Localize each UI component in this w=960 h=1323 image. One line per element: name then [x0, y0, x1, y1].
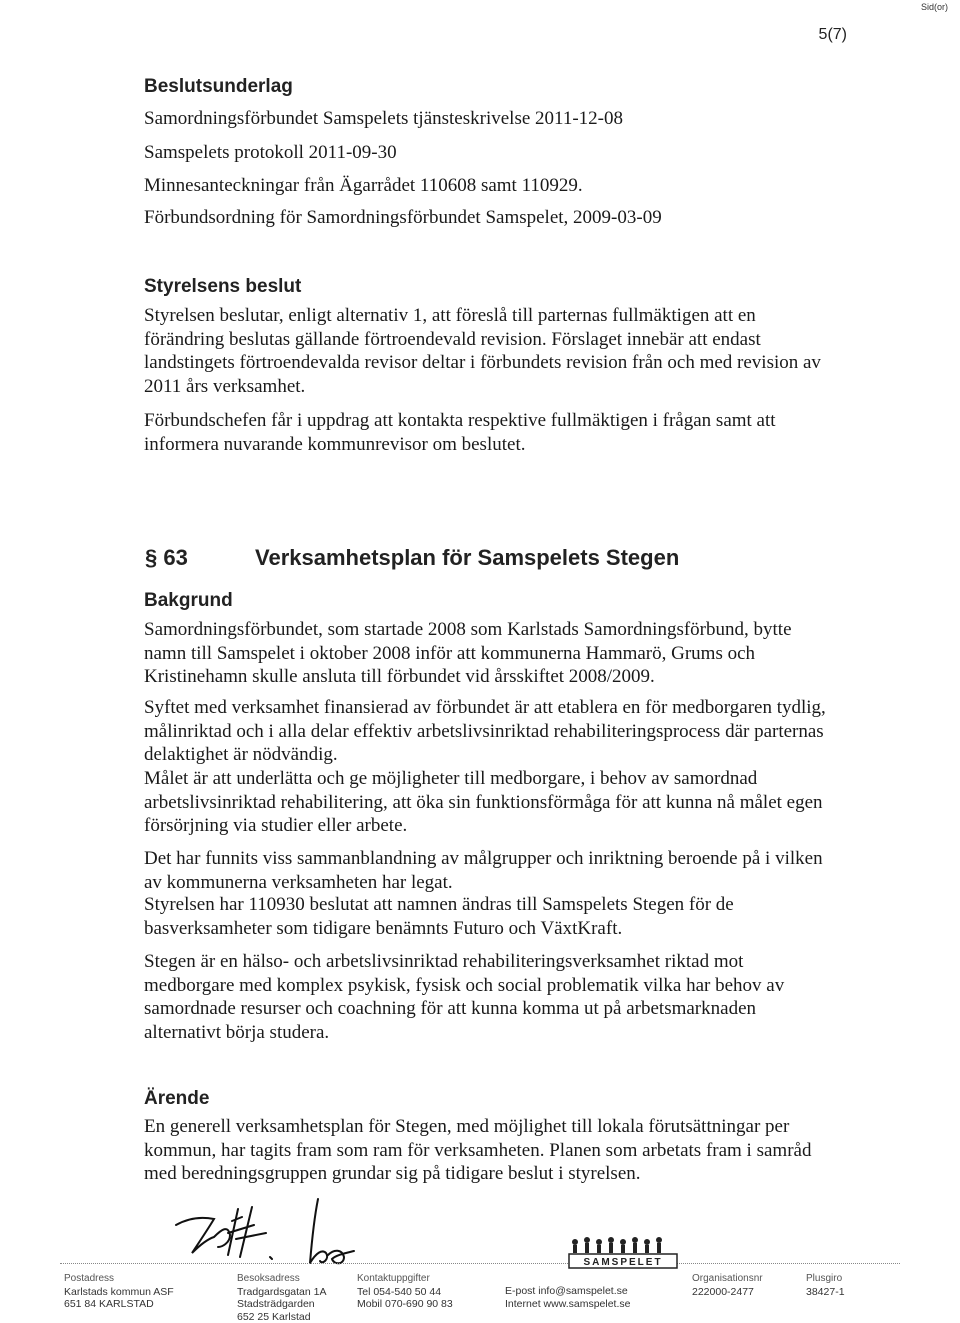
postadress-line: 651 84 KARLSTAD	[64, 1298, 174, 1311]
footer-email[interactable]: E-post info@samspelet.se	[505, 1285, 630, 1298]
beslutsunderlag-heading: Beslutsunderlag	[144, 76, 293, 98]
page-number: 5(7)	[819, 26, 847, 44]
beslutsunderlag-line: Minnesanteckningar från Ägarrådet 110608 samt 110929.	[144, 174, 583, 198]
bakgrund-paragraph: Samordningsförbundet, som startade 2008 som Karlstads Samordningsförbund, bytte namn till Samspelet i oktober 2008 inför att kommunerna Hammarö, Grums och Kristinehamn skulle ansluta till förbundet vid årsskiftet 2008/2009.	[144, 618, 834, 689]
bakgrund-paragraph: Styrelsen har 110930 beslutat att namnen ändras till Samspelets Stegen för de basverksamheter som tidigare benämnts Futuro och VäxtKraft.	[144, 893, 834, 940]
beslutsunderlag-line: Förbundsordning för Samordningsförbundet Samspelet, 2009-03-09	[144, 206, 662, 230]
postadress-line: Karlstads kommun ASF	[64, 1286, 174, 1299]
postadress-label: Postadress	[64, 1273, 174, 1286]
besoksadress-line: 652 25 Karlstad	[237, 1311, 327, 1323]
kontakt-label: Kontaktuppgifter	[357, 1273, 453, 1286]
arende-paragraph: En generell verksamhetsplan för Stegen, med möjlighet till lokala förutsättningar per kommun, har tagits fram som ram för verksamheten. Planen som arbetats fram i samråd med beredningsgruppen grundar sig på tidigare beslut i styrelsen.	[144, 1115, 834, 1186]
footer-kontakt	[357, 1273, 453, 1311]
footer-divider	[60, 1263, 900, 1264]
logo-text: SAMSPELET	[583, 1257, 662, 1268]
section-title: Verksamhetsplan för Samspelets Stegen	[255, 545, 679, 571]
footer-website[interactable]: Internet www.samspelet.se	[505, 1298, 630, 1311]
arende-heading: Ärende	[144, 1088, 209, 1110]
plusgiro-value: 38427-1	[806, 1286, 845, 1299]
footer-besoksadress	[237, 1273, 327, 1323]
kontakt-line: Tel 054-540 50 44	[357, 1286, 453, 1299]
handwritten-signature	[170, 1195, 370, 1270]
footer-org	[692, 1273, 763, 1298]
page-corner-label: Sid(or)	[921, 2, 948, 12]
styrelsens-beslut-paragraph: Förbundschefen får i uppdrag att kontakta respektive fullmäktigen i frågan samt att informera nuvarande kommunrevisor om beslutet.	[144, 409, 834, 456]
beslutsunderlag-line: Samspelets protokoll 2011-09-30	[144, 141, 397, 165]
bakgrund-paragraph: Syftet med verksamhet finansierad av förbundet är att etablera en för medborgaren tydlig, målinriktad och i alla delar effektiv arbetslivsinriktad rehabiliteringsprocess där parternas delaktighet är nödvändig.	[144, 696, 834, 767]
beslutsunderlag-line: Samordningsförbundet Samspelets tjänsteskrivelse 2011-12-08	[144, 107, 623, 131]
besoksadress-label: Besoksadress	[237, 1273, 327, 1286]
bakgrund-paragraph: Det har funnits viss sammanblandning av målgrupper och inriktning beroende på i vilken av kommunerna verksamheten har legat.	[144, 847, 834, 894]
kontakt-line: Mobil 070-690 90 83	[357, 1298, 453, 1311]
footer-online	[505, 1285, 630, 1310]
org-value: 222000-2477	[692, 1286, 763, 1299]
styrelsens-beslut-heading: Styrelsens beslut	[144, 276, 301, 298]
org-label: Organisationsnr	[692, 1273, 763, 1286]
plusgiro-label: Plusgiro	[806, 1273, 845, 1286]
besoksadress-line: Stadsträdgarden	[237, 1298, 327, 1311]
bakgrund-heading: Bakgrund	[144, 590, 233, 612]
styrelsens-beslut-paragraph: Styrelsen beslutar, enligt alternativ 1, att föreslå till parternas fullmäktigen att en förändring beslutas gällande förtroendevald revision. Förslaget innebär att endast landstingets förtroendevalda revisor deltar i förbundets revision från och med revision av 2011 års verksamhet.	[144, 304, 834, 398]
bakgrund-paragraph: Stegen är en hälso- och arbetslivsinriktad rehabiliteringsverksamhet riktad mot medborgare med komplex psykisk, fysisk och social problematik vilka har behov av samordnade resurser och coachning för att kunna komma ut på arbetsmarknaden alternativt börja studera.	[144, 950, 834, 1044]
bakgrund-paragraph: Målet är att underlätta och ge möjligheter till medborgare, i behov av samordnad arbetslivsinriktad rehabilitering, att öka sin funktionsförmåga för att kunna nå målet egen försörjning via studier eller arbete.	[144, 767, 834, 838]
footer-postadress	[64, 1273, 174, 1311]
besoksadress-line: Tradgardsgatan 1A	[237, 1286, 327, 1299]
section-number: § 63	[145, 545, 188, 571]
footer-plusgiro	[806, 1273, 845, 1298]
samspelet-logo	[565, 1232, 685, 1276]
